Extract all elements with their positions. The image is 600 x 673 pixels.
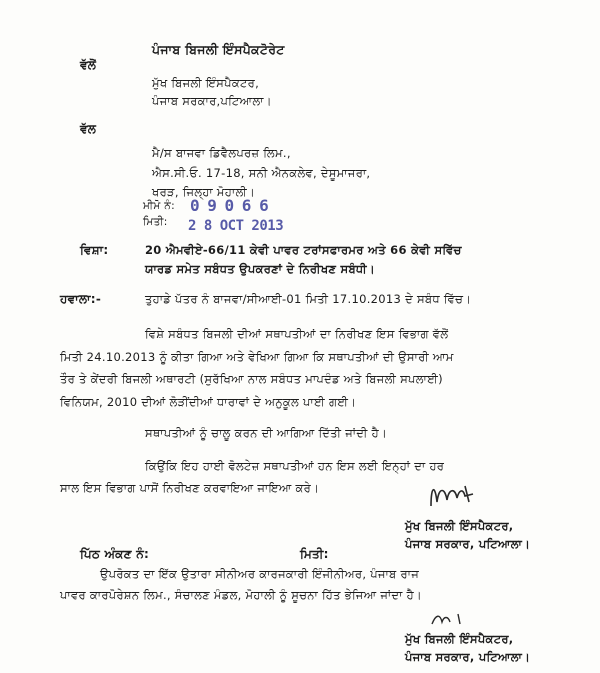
body-p3-line-1: ਕਿਉਂਕਿ ਇਹ ਹਾਈ ਵੋਲਟੇਜ਼ ਸਥਾਪਤੀਆਂ ਹਨ ਇਸ ਲਈ ਇਨ੍ਹਾਂ ਦਾ ਹਰ (145, 459, 445, 473)
signature-2-line-2: ਪੰਜਾਬ ਸਰਕਾਰ, ਪਟਿਆਲਾ। (405, 650, 531, 664)
to-label: ਵੱਲ (80, 122, 97, 136)
memo-date-stamp: 2 8 OCT 2013 (188, 218, 284, 234)
subject-label: ਵਿਸ਼ਾ: (80, 243, 109, 257)
to-line-3: ਖਰੜ, ਜਿਲ੍ਹਾ ਮੋਹਾਲੀ। (152, 185, 256, 199)
to-line-1: ਮੈ/ਸ ਬਾਜਵਾ ਡਿਵੈਲਪਰਜ਼ ਲਿਮ., (152, 146, 291, 160)
signature-1-line-1: ਮੁੱਖ ਬਿਜਲੀ ਇੰਸਪੈਕਟਰ, (405, 519, 514, 533)
body-p1-line-1: ਵਿਸ਼ੇ ਸਬੰਧਤ ਬਿਜਲੀ ਦੀਆਂ ਸਥਾਪਤੀਆਂ ਦਾ ਨਿਰੀਖਣ ਇਸ ਵਿਭਾਗ ਵੱਲੋਂ (145, 327, 449, 341)
signature-mark-1 (425, 478, 505, 512)
from-label: ਵੱਲੋਂ (80, 58, 97, 72)
endorsement-label: ਪਿੱਠ ਅੰਕਣ ਨੰ: (80, 547, 150, 561)
body-p1-line-4: ਵਿਨਿਯਮ, 2010 ਦੀਆਂ ਲੋੜੀਂਦੀਆਂ ਧਾਰਾਵਾਂ ਦੇ ਅਨੁਕੂਲ ਪਾਈ ਗਈ। (60, 395, 357, 409)
memo-number-label: ਮੀਮੋ ਨੰ: (143, 200, 175, 212)
signature-mark-2 (428, 608, 478, 630)
body-p3-line-2: ਸਾਲ ਇਸ ਵਿਭਾਗ ਪਾਸੋਂ ਨਿਰੀਖਣ ਕਰਵਾਇਆ ਜਾਇਆ ਕਰੇ। (60, 481, 320, 495)
body-p2: ਸਥਾਪਤੀਆਂ ਨੂੰ ਚਾਲੂ ਕਰਨ ਦੀ ਆਗਿਆ ਦਿੱਤੀ ਜਾਂਦੀ ਹੈ। (145, 426, 388, 440)
subject-line-2: ਯਾਰਡ ਸਮੇਤ ਸਬੰਧਤ ਉਪਕਰਣਾਂ ਦੇ ਨਿਰੀਖਣ ਸਬੰਧੀ। (145, 262, 375, 276)
endorsement-date-label: ਮਿਤੀ: (300, 547, 329, 561)
to-line-2: ਐਸ.ਸੀ.ਓ. 17-18, ਸਨੀ ਐਨਕਲੇਵ, ਦੇਸੂਮਾਜਰਾ, (152, 166, 371, 180)
memo-date-label: ਮਿਤੀ: (143, 216, 168, 228)
endorsement-line-2: ਪਾਵਰ ਕਾਰਪੋਰੇਸ਼ਨ ਲਿਮ., ਸੰਚਾਲਣ ਮੰਡਲ, ਮੋਹਾਲੀ ਨੂੰ ਸੂਚਨਾ ਹਿੱਤ ਭੇਜਿਆ ਜਾਂਦਾ ਹੈ। (60, 588, 422, 602)
signature-1-line-2: ਪੰਜਾਬ ਸਰਕਾਰ, ਪਟਿਆਲਾ। (405, 537, 531, 551)
subject-line-1: 20 ਐਮਵੀਏ-66/11 ਕੇਵੀ ਪਾਵਰ ਟਰਾਂਸਫਾਰਮਰ ਅਤੇ 66 ਕੇਵੀ ਸਵਿੱਚ (145, 243, 462, 257)
letterhead: ਪੰਜਾਬ ਬਿਜਲੀ ਇੰਸਪੈਕਟੋਰੇਟ (152, 42, 285, 57)
from-line-2: ਪੰਜਾਬ ਸਰਕਾਰ,ਪਟਿਆਲਾ। (152, 94, 272, 108)
body-p1-line-2: ਮਿਤੀ 24.10.2013 ਨੂੰ ਕੀਤਾ ਗਿਆ ਅਤੇ ਵੇਖਿਆ ਗਿਆ ਕਿ ਸਥਾਪਤੀਆਂ ਦੀ ਉਸਾਰੀ ਆਮ (60, 350, 454, 364)
body-p1-line-3: ਤੌਰ ਤੇ ਕੇਂਦਰੀ ਬਿਜਲੀ ਅਥਾਰਟੀ (ਸੁਰੱਖਿਆ ਨਾਲ ਸਬੰਧਤ ਮਾਪਦੰਡ ਅਤੇ ਬਿਜਲੀ ਸਪਲਾਈ) (60, 372, 443, 386)
reference-label: ਹਵਾਲਾ:- (60, 292, 102, 306)
memo-number-stamp: 0 9 0 6 6 (190, 196, 268, 215)
from-line-1: ਮੁੱਖ ਬਿਜਲੀ ਇੰਸਪੈਕਟਰ, (152, 76, 260, 90)
signature-2-line-1: ਮੁੱਖ ਬਿਜਲੀ ਇੰਸਪੈਕਟਰ, (405, 632, 514, 646)
endorsement-line-1: ਉਪਰੋਕਤ ਦਾ ਇੱਕ ਉਤਾਰਾ ਸੀਨੀਅਰ ਕਾਰਜਕਾਰੀ ਇੰਜੀਨੀਅਰ, ਪੰਜਾਬ ਰਾਜ (100, 567, 420, 581)
reference-text: ਤੁਹਾਡੇ ਪੱਤਰ ਨੰ ਬਾਜਵਾ/ਸੀਆਈ-01 ਮਿਤੀ 17.10.2013 ਦੇ ਸਬੰਧ ਵਿੱਚ। (145, 292, 472, 306)
